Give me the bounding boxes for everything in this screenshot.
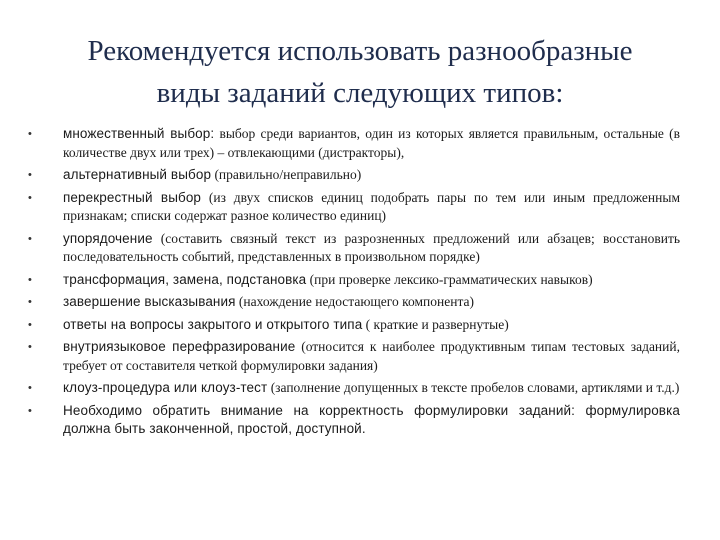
slide-title: [30, 30, 690, 114]
title-line-2: виды заданий следующих типов:: [156, 77, 564, 109]
bullet-icon: •: [28, 169, 32, 181]
list-item-transformation: [28, 271, 680, 290]
item-term: трансформация, замена, подстановка: [63, 271, 307, 287]
item-description: (из двух списков единиц подобрать пары по тем или иным предложенным признакам; списки содержат разное количество единиц): [63, 189, 680, 223]
bullet-icon: •: [28, 404, 32, 417]
list-item-completion: [28, 293, 680, 312]
item-description: (нахождение недостающего компонента): [235, 294, 475, 309]
item-description: выбор среди вариантов, один из которых является правильным, остальные (в количестве двух или трех) – отвлекающими (дистракторы),: [63, 126, 681, 160]
item-description: (правильно/неправильно): [211, 167, 362, 182]
bullet-icon: •: [28, 318, 32, 331]
list-item-note: [28, 402, 680, 439]
item-description: (составить связный текст из разрозненных предложений или абзацев; восстановить последовательность событий, представленных в произвольном порядке): [63, 230, 680, 264]
bullet-icon: •: [28, 128, 32, 140]
task-types-list: [28, 125, 680, 443]
list-item-alternative-choice: [28, 166, 680, 185]
item-term: внутриязыковое перефразирование: [63, 339, 296, 354]
item-term: множественный выбор:: [63, 126, 215, 141]
list-item-paraphrasing: [28, 338, 680, 375]
bullet-icon: •: [28, 191, 32, 204]
item-term: упорядочение: [63, 230, 153, 246]
bullet-icon: •: [28, 382, 32, 394]
item-description: (при проверке лексико-грамматических навыков): [306, 271, 593, 287]
item-term: Необходимо обратить внимание на корректность формулировки заданий: формулировка должна быть законченной, простой, доступной.: [63, 402, 680, 436]
bullet-icon: •: [28, 296, 32, 308]
bullet-icon: •: [28, 341, 32, 353]
item-term: альтернативный выбор: [63, 167, 212, 182]
item-description: (относится к наиболее продуктивным типам тестовых заданий, требует от составителя четкой формулировки задания): [63, 339, 680, 373]
bullet-icon: •: [28, 232, 32, 245]
item-term: ответы на вопросы закрытого и открытого типа: [63, 316, 363, 332]
list-item-multiple-choice: [28, 125, 680, 162]
item-term: перекрестный выбор: [63, 189, 202, 205]
list-item-questions: [28, 316, 680, 335]
item-term: завершение высказывания: [63, 294, 236, 309]
list-item-ordering: [28, 230, 680, 267]
list-item-cloze: [28, 379, 680, 398]
item-description: (заполнение допущенных в тексте пробелов словами, артиклями и т.д.): [267, 380, 680, 395]
item-description: ( краткие и развернутые): [362, 316, 509, 332]
item-term: клоуз-процедура или клоуз-тест: [63, 380, 268, 395]
title-line-1: Рекомендуется использовать разнообразные: [87, 35, 633, 67]
list-item-cross-choice: [28, 189, 680, 226]
bullet-icon: •: [28, 273, 32, 286]
